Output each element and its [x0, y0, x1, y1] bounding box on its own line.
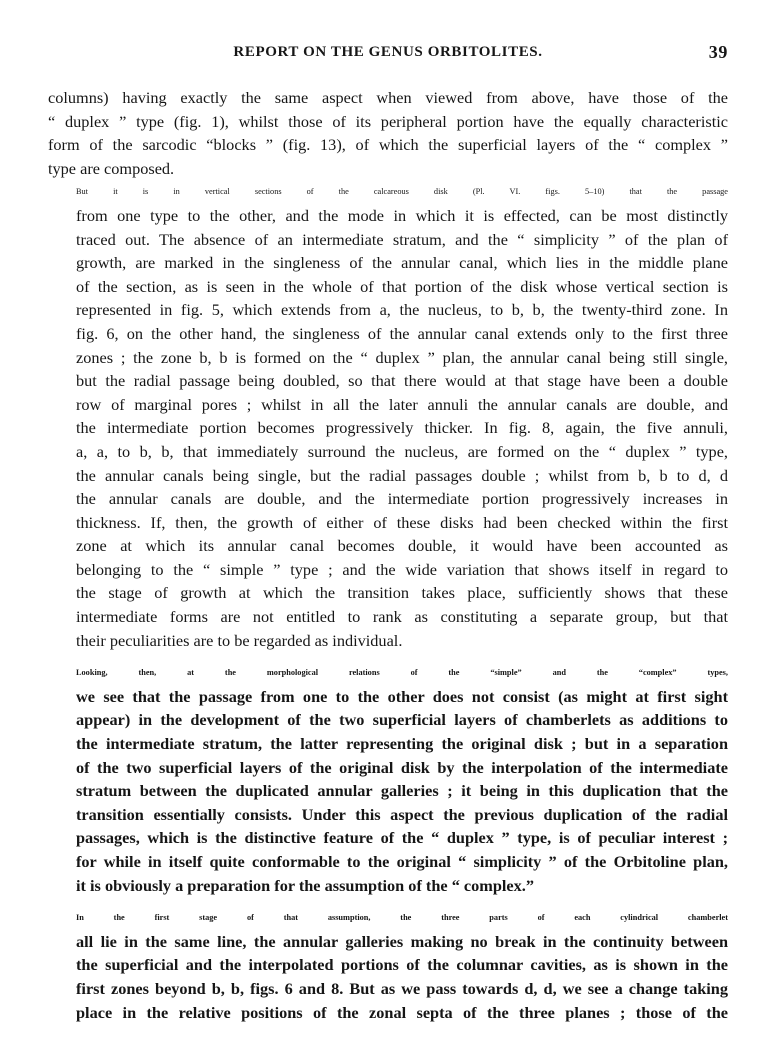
text-line: a, a, to b, b, that immediately surround the nucleus, are formed on the “ duplex ” type,: [76, 441, 728, 461]
text-line: traced out. The absence of an intermediate stratum, and the “ simplicity ” of the plan of: [76, 229, 728, 249]
text-line: from one type to the other, and the mode in which it is effected, can be most distinctly: [76, 205, 728, 225]
text-line: In the first stage of that assumption, the three parts of each cylindrical chamberlet: [76, 913, 728, 923]
page-number: 39: [708, 42, 728, 62]
text-line: row of marginal pores ; whilst in all the later annuli the annular canals are double, and: [76, 394, 728, 414]
text-line: “ duplex ” type (fig. 1), whilst those of its peripheral portion have the equally characteristic: [48, 111, 728, 131]
text-line: But it is in vertical sections of the calcareous disk (Pl. VI. figs. 5–10) that the passage: [76, 187, 728, 197]
text-line: the stage of growth at which the transition takes place, sufficiently shows that these: [76, 583, 728, 603]
text-line: columns) having exactly the same aspect when viewed from above, have those of the: [48, 88, 728, 107]
paragraph: [48, 661, 728, 897]
text-line: the intermediate stratum, the latter representing the original disk ; but in a separation: [76, 734, 728, 754]
text-line: Looking, then, at the morphological relations of the “simple” and the “complex” types,: [76, 668, 728, 678]
text-line: of the section, as is seen in the whole of that portion of the disk whose vertical section is: [76, 276, 728, 296]
text-line: fig. 6, on the other hand, the singleness of the annular canal extends only to the first three: [76, 323, 728, 343]
text-line: intermediate forms are not entitled to rank as constituting a separate group, but that: [76, 607, 728, 627]
text-line: we see that the passage from one to the other does not consist (as might at first sight: [76, 686, 728, 706]
text-line: the annular canals being single, but the radial passages double ; whilst from b, b to d, d: [76, 465, 728, 485]
text-line: transition essentially consists. Under this aspect the previous duplication of the radial: [76, 804, 728, 824]
text-line: the superficial and the interpolated portions of the columnar cavities, as is shown in the: [76, 955, 728, 975]
text-line: form of the sarcodic “blocks ” (fig. 13), of which the superficial layers of the “ complex ”: [48, 135, 728, 155]
text-line: the annular canals are double, and the intermediate portion progressively increases in: [76, 489, 728, 509]
text-line: growth, are marked in the singleness of the annular canal, which lies in the middle plane: [76, 253, 728, 273]
body-text: [48, 86, 728, 1024]
text-line: for while in itself quite conformable to the original “ simplicity ” of the Orbitoline plan,: [76, 852, 728, 871]
running-header: [48, 44, 728, 68]
text-line: type are composed.: [48, 158, 175, 178]
running-title: REPORT ON THE GENUS ORBITOLITES.: [233, 44, 543, 60]
paragraph: [48, 906, 728, 1024]
text-line: zones ; the zone b, b is formed on the “ duplex ” plan, the annular canal being still single,: [76, 347, 728, 367]
text-line: place in the relative positions of the zonal septa of the three planes ; those of the: [76, 1002, 728, 1022]
text-line: represented in fig. 5, which extends from a, the nucleus, to b, b, the twenty-third zone. In: [76, 300, 728, 320]
text-line: thickness. If, then, the growth of either of these disks had been checked within the first: [76, 512, 728, 532]
text-line: the intermediate portion becomes progressively thicker. In fig. 8, again, the five annuli,: [76, 418, 728, 438]
text-line: all lie in the same line, the annular galleries making no break in the continuity between: [76, 931, 728, 951]
text-line: of the two superficial layers of the original disk by the interpolation of the intermediate: [76, 757, 728, 777]
text-line: but the radial passage being doubled, so that there would at that stage have been a double: [76, 371, 728, 391]
text-line: zone at which its annular canal becomes double, it would have been accounted as: [76, 536, 728, 556]
text-line: first zones beyond b, b, figs. 6 and 8. But as we pass towards d, d, we see a change taking: [76, 978, 728, 998]
text-line: their peculiarities are to be regarded as individual.: [76, 630, 403, 650]
text-line: passages, which is the distinctive feature of the “ duplex ” type, is of peculiar interest ;: [76, 828, 728, 848]
text-line: appear) in the development of the two superficial layers of chamberlets as additions to: [76, 710, 728, 730]
text-line: it is obviously a preparation for the assumption of the “ complex.”: [76, 875, 535, 895]
text-line: stratum between the duplicated annular galleries ; it being in this duplication that the: [76, 781, 728, 801]
paragraph: [48, 180, 728, 652]
text-line: belonging to the “ simple ” type ; and the wide variation that shows itself in regard to: [76, 559, 728, 579]
paragraph: [48, 86, 728, 180]
